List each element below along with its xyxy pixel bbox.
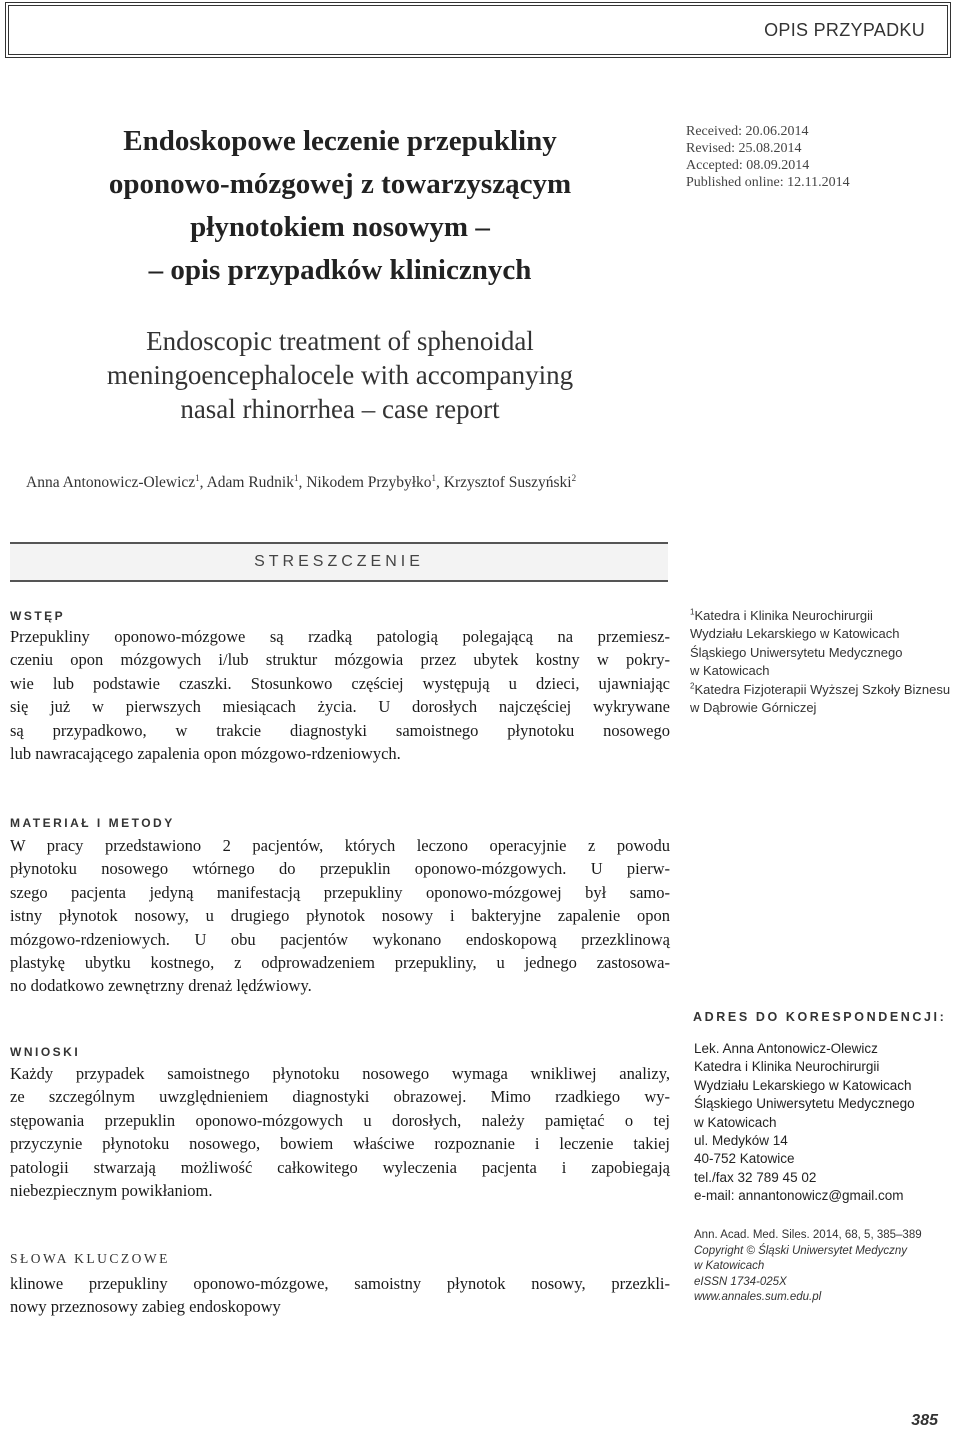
correspondence-line: Śląskiego Uniwersytetu Medycznego	[694, 1096, 915, 1112]
section-heading-introduction: WSTĘP	[10, 609, 66, 623]
text-line: mózgowo-rdzeniowych. U obu pacjentów wykonano endoskopową przezklinową	[10, 929, 670, 949]
correspondence-line: tel./fax 32 789 45 02	[694, 1169, 817, 1185]
text-line: lub nawracającego zapalenia opon mózgowo-rdzeniowych.	[10, 744, 401, 764]
correspondence-line: w Katowicach	[694, 1114, 777, 1130]
affiliation-text: Katedra Fizjoterapii Wyższej Szkoły Biznesu	[694, 681, 951, 697]
author-name: Nikodem Przybyłko	[306, 474, 432, 491]
journal-citation: Ann. Acad. Med. Siles. 2014, 68, 5, 385–389	[694, 1229, 922, 1241]
text-line: no dodatkowo zewnętrzny drenaż lędźwiowy.	[10, 976, 312, 996]
eissn: eISSN 1734-025X	[694, 1275, 787, 1288]
affiliation-line: Wydziału Lekarskiego w Katowicach	[690, 626, 900, 642]
journal-url: www.annales.sum.edu.pl	[694, 1291, 822, 1304]
page-number: 385	[911, 1412, 938, 1429]
text-line: klinowe przepukliny oponowo-mózgowe, samoistny płynotok nosowy, przezkli-	[10, 1274, 670, 1293]
title-polish-line: Endoskopowe leczenie przepukliny	[123, 125, 557, 157]
affiliation-line	[690, 607, 950, 625]
affiliation-text: Katedra i Klinika Neurochirurgii	[694, 608, 873, 623]
abstract-banner	[10, 542, 668, 582]
text-line: Każdy przypadek samoistnego płynotoku nosowego wymaga wnikliwej analizy,	[10, 1064, 670, 1083]
correspondence-email: e-mail: annantonowicz@gmail.com	[694, 1188, 904, 1204]
section-heading-methods: MATERIAŁ I METODY	[10, 816, 175, 830]
section-heading-conclusions: WNIOSKI	[10, 1045, 81, 1059]
title-polish-line: oponowo-mózgowej z towarzyszącym	[108, 168, 572, 200]
correspondence-line: ul. Medyków 14	[694, 1133, 788, 1149]
author-affiliation-mark: 1	[293, 472, 299, 483]
text-line: są przypadkowo, w trakcie diagnostyki samoistnego płynotoku nosowego	[10, 720, 670, 740]
author-affiliation-mark: 1	[431, 472, 436, 483]
date-received: Received: 20.06.2014	[686, 124, 809, 139]
text-line: przyczynie płynotoku nosowego, bowiem właściwe rozpoznanie i leczenie takiej	[10, 1134, 670, 1154]
affiliation-line: w Dąbrowie Górniczej	[690, 700, 817, 716]
article-dates	[686, 123, 850, 191]
correspondence-line: Katedra i Klinika Neurochirurgii	[694, 1059, 880, 1075]
correspondence-heading: ADRES DO KORESPONDENCJI:	[693, 1010, 947, 1024]
affiliation-number: 2	[690, 681, 695, 691]
correspondence-line: Lek. Anna Antonowicz-Olewicz	[694, 1041, 878, 1056]
date-revised: Revised: 25.08.2014	[686, 141, 802, 156]
text-line: patologii stwarzają możliwość całkowitego wyleczenia pacjenta i zapobiegają	[10, 1157, 670, 1177]
title-english-line: meningoencephalocele with accompanying	[106, 360, 574, 390]
text-line: plastykę ubytku kostnego, z odprowadzeniem przepukliny, u jednego zastosowa-	[10, 953, 670, 973]
correspondence-address	[694, 1040, 915, 1206]
text-line: szego pacjenta jedyną manifestacją przepukliny oponowo-mózgowej był samo-	[10, 882, 670, 902]
title-english-line: Endoscopic treatment of sphenoidal	[146, 326, 534, 356]
methods-text	[10, 834, 670, 998]
text-line: płynotoku nosowego wtórnego do przepuklin oponowo-mózgowych. U pierw-	[10, 859, 670, 879]
author-name: Krzysztof Suszyński	[443, 474, 572, 491]
affiliations	[690, 607, 950, 717]
copyright-line: w Katowicach	[694, 1260, 765, 1273]
author-list: Anna Antonowicz-Olewicz$^1$, Adam Rudnik$^1$, Nikodem Przybyłko$^1$, Krzysztof Suszyński$^2$	[26, 472, 577, 491]
correspondence-line: Wydziału Lekarskiego w Katowicach	[694, 1077, 912, 1093]
author-name: Anna Antonowicz-Olewicz	[26, 474, 196, 491]
keywords-text	[10, 1272, 670, 1319]
title-english	[40, 324, 640, 426]
section-heading-keywords: SŁOWA KLUCZOWE	[10, 1251, 170, 1266]
text-line: Przepukliny oponowo-mózgowe są rzadką patologią polegającą na przemiesz-	[10, 627, 670, 646]
copyright-line: Copyright © Śląski Uniwersytet Medyczny	[694, 1244, 907, 1257]
text-line: wie lub podstawie czaszki. Stosunkowo częściej występują u dzieci, ujawniając	[10, 673, 670, 693]
correspondence-line: 40-752 Katowice	[694, 1151, 795, 1167]
title-polish-line: – opis przypadków klinicznych	[148, 254, 532, 286]
introduction-text	[10, 625, 670, 765]
date-published: Published online: 12.11.2014	[686, 175, 850, 190]
affiliation-line: Śląskiego Uniwersytetu Medycznego	[690, 644, 903, 660]
text-line: istny płynotok nosowy, u drugiego płynotok nosowy i bakteryjne zapalenie opon	[10, 906, 670, 926]
title-polish	[40, 120, 640, 292]
section-label: OPIS PRZYPADKU	[764, 19, 925, 40]
title-polish-line: płynotokiem nosowym –	[190, 211, 490, 243]
text-line: stępowania przepuklin oponowo-mózgowych u dorosłych, należy pamiętać o tej	[10, 1110, 670, 1130]
author-affiliation-mark: 1	[195, 472, 200, 483]
affiliation-line: w Katowicach	[690, 663, 770, 679]
date-accepted: Accepted: 08.09.2014	[686, 158, 810, 173]
abstract-heading: STRESZCZENIE	[254, 553, 424, 570]
author-name: Adam Rudnik	[206, 474, 294, 491]
text-line: niebezpiecznym powikłaniom.	[10, 1181, 213, 1201]
text-line: ze szczególnym uwzględnieniem diagnostyki obrazowej. Mimo rzadkiego wy-	[10, 1087, 670, 1107]
affiliation-line	[690, 681, 950, 699]
text-line: czeniu opon mózgowych i/lub struktur mózgowia przez ubytek kostny w pokry-	[10, 650, 670, 670]
author-affiliation-mark: 2	[571, 472, 577, 483]
conclusions-text	[10, 1062, 670, 1202]
text-line: W pracy przedstawiono 2 pacjentów, których leczono operacyjnie z powodu	[10, 836, 670, 855]
title-english-line: nasal rhinorrhea – case report	[180, 394, 500, 424]
section-label-box	[5, 2, 951, 58]
journal-info	[694, 1228, 922, 1306]
text-line: się już w pierwszych miesiącach życia. U dorosłych najczęściej wykrywane	[10, 697, 670, 717]
affiliation-number: 1	[690, 607, 695, 617]
text-line: nowy przeznosowy zabieg endoskopowy	[10, 1297, 281, 1317]
